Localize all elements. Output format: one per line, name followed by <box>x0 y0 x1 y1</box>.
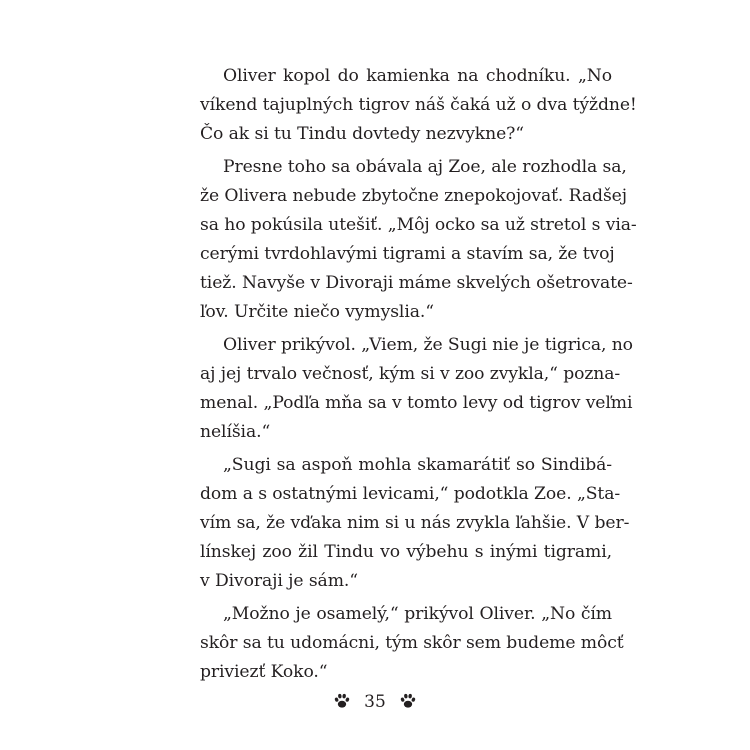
text-line: línskej zoo žil Tindu vo výbehu s inými tigrami, <box>200 542 612 562</box>
text-line: ľov. Určite niečo vymyslia.“ <box>200 302 434 322</box>
text-line: vím sa, že vďaka nim si u nás zvykla ľahšie. V ber- <box>200 513 630 533</box>
text-line: dom a s ostatnými levicami,“ podotkla Zoe. „Sta- <box>200 484 621 504</box>
text-line: „Možno je osamelý,“ prikývol Oliver. „No čím <box>223 604 612 624</box>
text-line: víkend tajuplných tigrov náš čaká už o dva týždne! <box>200 95 637 115</box>
text-line: nelíšia.“ <box>200 422 271 442</box>
text-line: Oliver prikývol. „Viem, že Sugi nie je tigrica, no <box>223 335 633 355</box>
text-line: že Olivera nebude zbytočne znepokojovať. Radšej <box>200 186 627 206</box>
page-footer <box>0 692 750 712</box>
text-line: Čo ak si tu Tindu dovtedy nezvykne?“ <box>200 124 524 144</box>
text-line: Oliver kopol do kamienka na chodníku. „No <box>223 66 612 86</box>
text-line: „Sugi sa aspoň mohla skamarátiť so Sindibá- <box>223 455 612 475</box>
text-line: sa ho pokúsila utešiť. „Môj ocko sa už stretol s via- <box>200 215 637 235</box>
page-number: 35 <box>364 692 386 712</box>
paragraph <box>200 451 630 596</box>
paragraph <box>200 331 633 447</box>
text-line: skôr sa tu udomácni, tým skôr sem budeme môcť <box>200 633 624 653</box>
text-line: tiež. Navyše v Divoraji máme skvelých ošetrovate- <box>200 273 633 293</box>
text-line: Presne toho sa obávala aj Zoe, ale rozhodla sa, <box>223 157 627 177</box>
paragraph <box>200 600 624 687</box>
text-line: cerými tvrdohlavými tigrami a stavím sa, že tvoj <box>200 244 615 264</box>
paw-print-icon <box>399 692 417 710</box>
paragraph <box>200 153 637 327</box>
body-text <box>200 62 637 687</box>
text-line: menal. „Podľa mňa sa v tomto levy od tigrov veľmi <box>200 393 633 413</box>
text-line: v Divoraji je sám.“ <box>200 571 358 591</box>
paragraph <box>200 62 637 149</box>
paw-print-icon <box>333 692 351 710</box>
text-line: priviezť Koko.“ <box>200 662 328 682</box>
text-line: aj jej trvalo večnosť, kým si v zoo zvykla,“ pozna- <box>200 364 621 384</box>
